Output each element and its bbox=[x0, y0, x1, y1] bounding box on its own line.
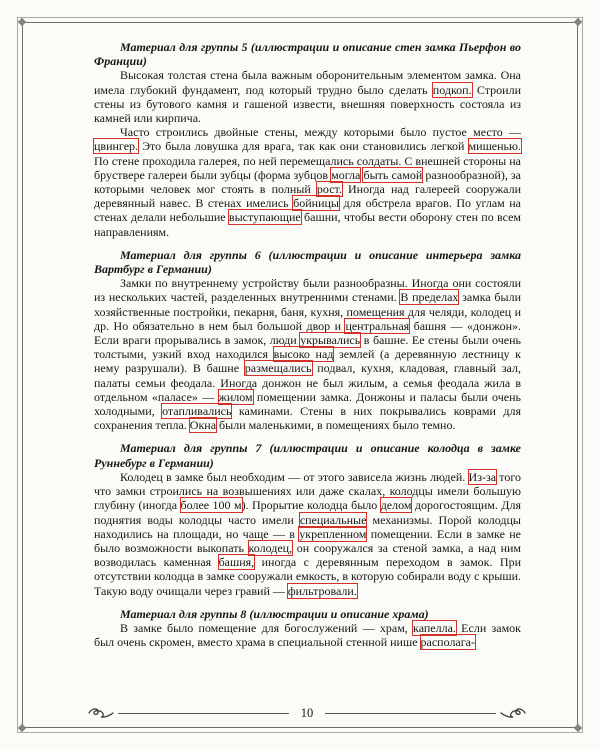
corner-ornament bbox=[574, 18, 582, 26]
section-heading: Материал для группы 5 (иллюстрации и описание стен замка Пьерфон во Франции) bbox=[94, 40, 521, 69]
section-heading: Материал для группы 6 (иллюстрации и описание интерьера замка Вартбург в Германии) bbox=[94, 247, 521, 277]
page-footer bbox=[84, 704, 530, 722]
paragraph: Замки по внутреннему устройству были разнообразны. Иногда они состояли из нескольких частей, разделенных внутренними стенами. В пределах замка были хозяйственные постройки, пекарня, баня, кухня, помещения для челяди, колодец и др. Но обязательно в нем был большой двор и центральная башня — «донжон». Если враги прорывались в замок, люди укрывались в башне. Ее стены были очень толстыми, узкий вход находился высоко над землей (а деревянную лестницу к нему разрушали). В башне размещались подвал, кухня, кладовая, главный зал, палаты семьи феодала. Иногда донжон не был жилым, а семья феодала жила в отдельном «паласе» — жилом помещении замка. Донжоны и паласы были очень холодными, отапливались каминами. Стены в них покрывались коврами для сохранения тепла. Окна были маленькими, в помещениях было темно. bbox=[94, 276, 521, 433]
section-group-6 bbox=[94, 248, 521, 433]
paragraph: Высокая толстая стена была важным оборонительным элементом замка. Она имела глубокий фундамент, под который трудно было сделать подкоп. Строили стены из бутового камня и гашеной извести, внешняя поверхность состояла из камней или кирпича. bbox=[94, 68, 522, 126]
corner-ornament bbox=[18, 724, 26, 732]
section-heading: Материал для группы 8 (иллюстрации и описание храма) bbox=[120, 606, 429, 621]
footer-rule-right bbox=[325, 713, 496, 714]
section-group-7 bbox=[94, 441, 521, 597]
corner-ornament bbox=[18, 18, 26, 26]
page-number: 10 bbox=[300, 706, 314, 720]
section-group-5 bbox=[94, 40, 521, 239]
paragraph: В замке было помещение для богослужений — храм, капелла. Если замок был очень скромен, вместо храма в специальной стенной нише располага- bbox=[94, 620, 521, 650]
paragraph: Часто строились двойные стены, между которыми было пустое место — цвингер. Это была ловушка для врага, так как они становились легкой мишенью. По стене проходила галерея, по ней перемещались солдаты. С внешней стороны на бруствере галереи были зубцы (форма зубцов могла быть самой разнообразной), за которыми человек мог стоять в полный рост. Иногда над галереей сооружали деревянный навес. В стенах имелись бойницы для обстрела врагов. По углам на стенах делали небольшие выступающие башни, чтобы вести оборону стен по всем направлениям. bbox=[94, 125, 522, 239]
footer-rule-left bbox=[118, 713, 289, 714]
page-content bbox=[94, 40, 521, 649]
section-group-8 bbox=[94, 607, 521, 650]
section-heading: Материал для группы 7 (иллюстрации и описание колодца в замке Руннебург в Германии) bbox=[94, 441, 521, 470]
paragraph: Колодец в замке был необходим — от этого зависела жизнь людей. Из-за того что замки строились на возвышениях или даже скалах, колодцы имели большую глубину (иногда более 100 м). Прорытие колодца было делом дорогостоящим. Для поднятия воды колодцы часто имели специальные механизмы. Порой колодцы находились на площади, но чаще — в укрепленном помещении. Если в замке не было возможности выкопать колодец, он сооружался за стеной замка, а над ним возводилась каменная башня, иногда с деревянным переходом в замок. При отсутствии колодца в замке сооружали емкость, в которую собирали воду с крыши. Такую воду очищали через гравий — фильтровали. bbox=[94, 469, 522, 598]
fleuron-ornament-left bbox=[84, 707, 118, 719]
fleuron-ornament-right bbox=[496, 707, 530, 719]
corner-ornament bbox=[574, 724, 582, 732]
